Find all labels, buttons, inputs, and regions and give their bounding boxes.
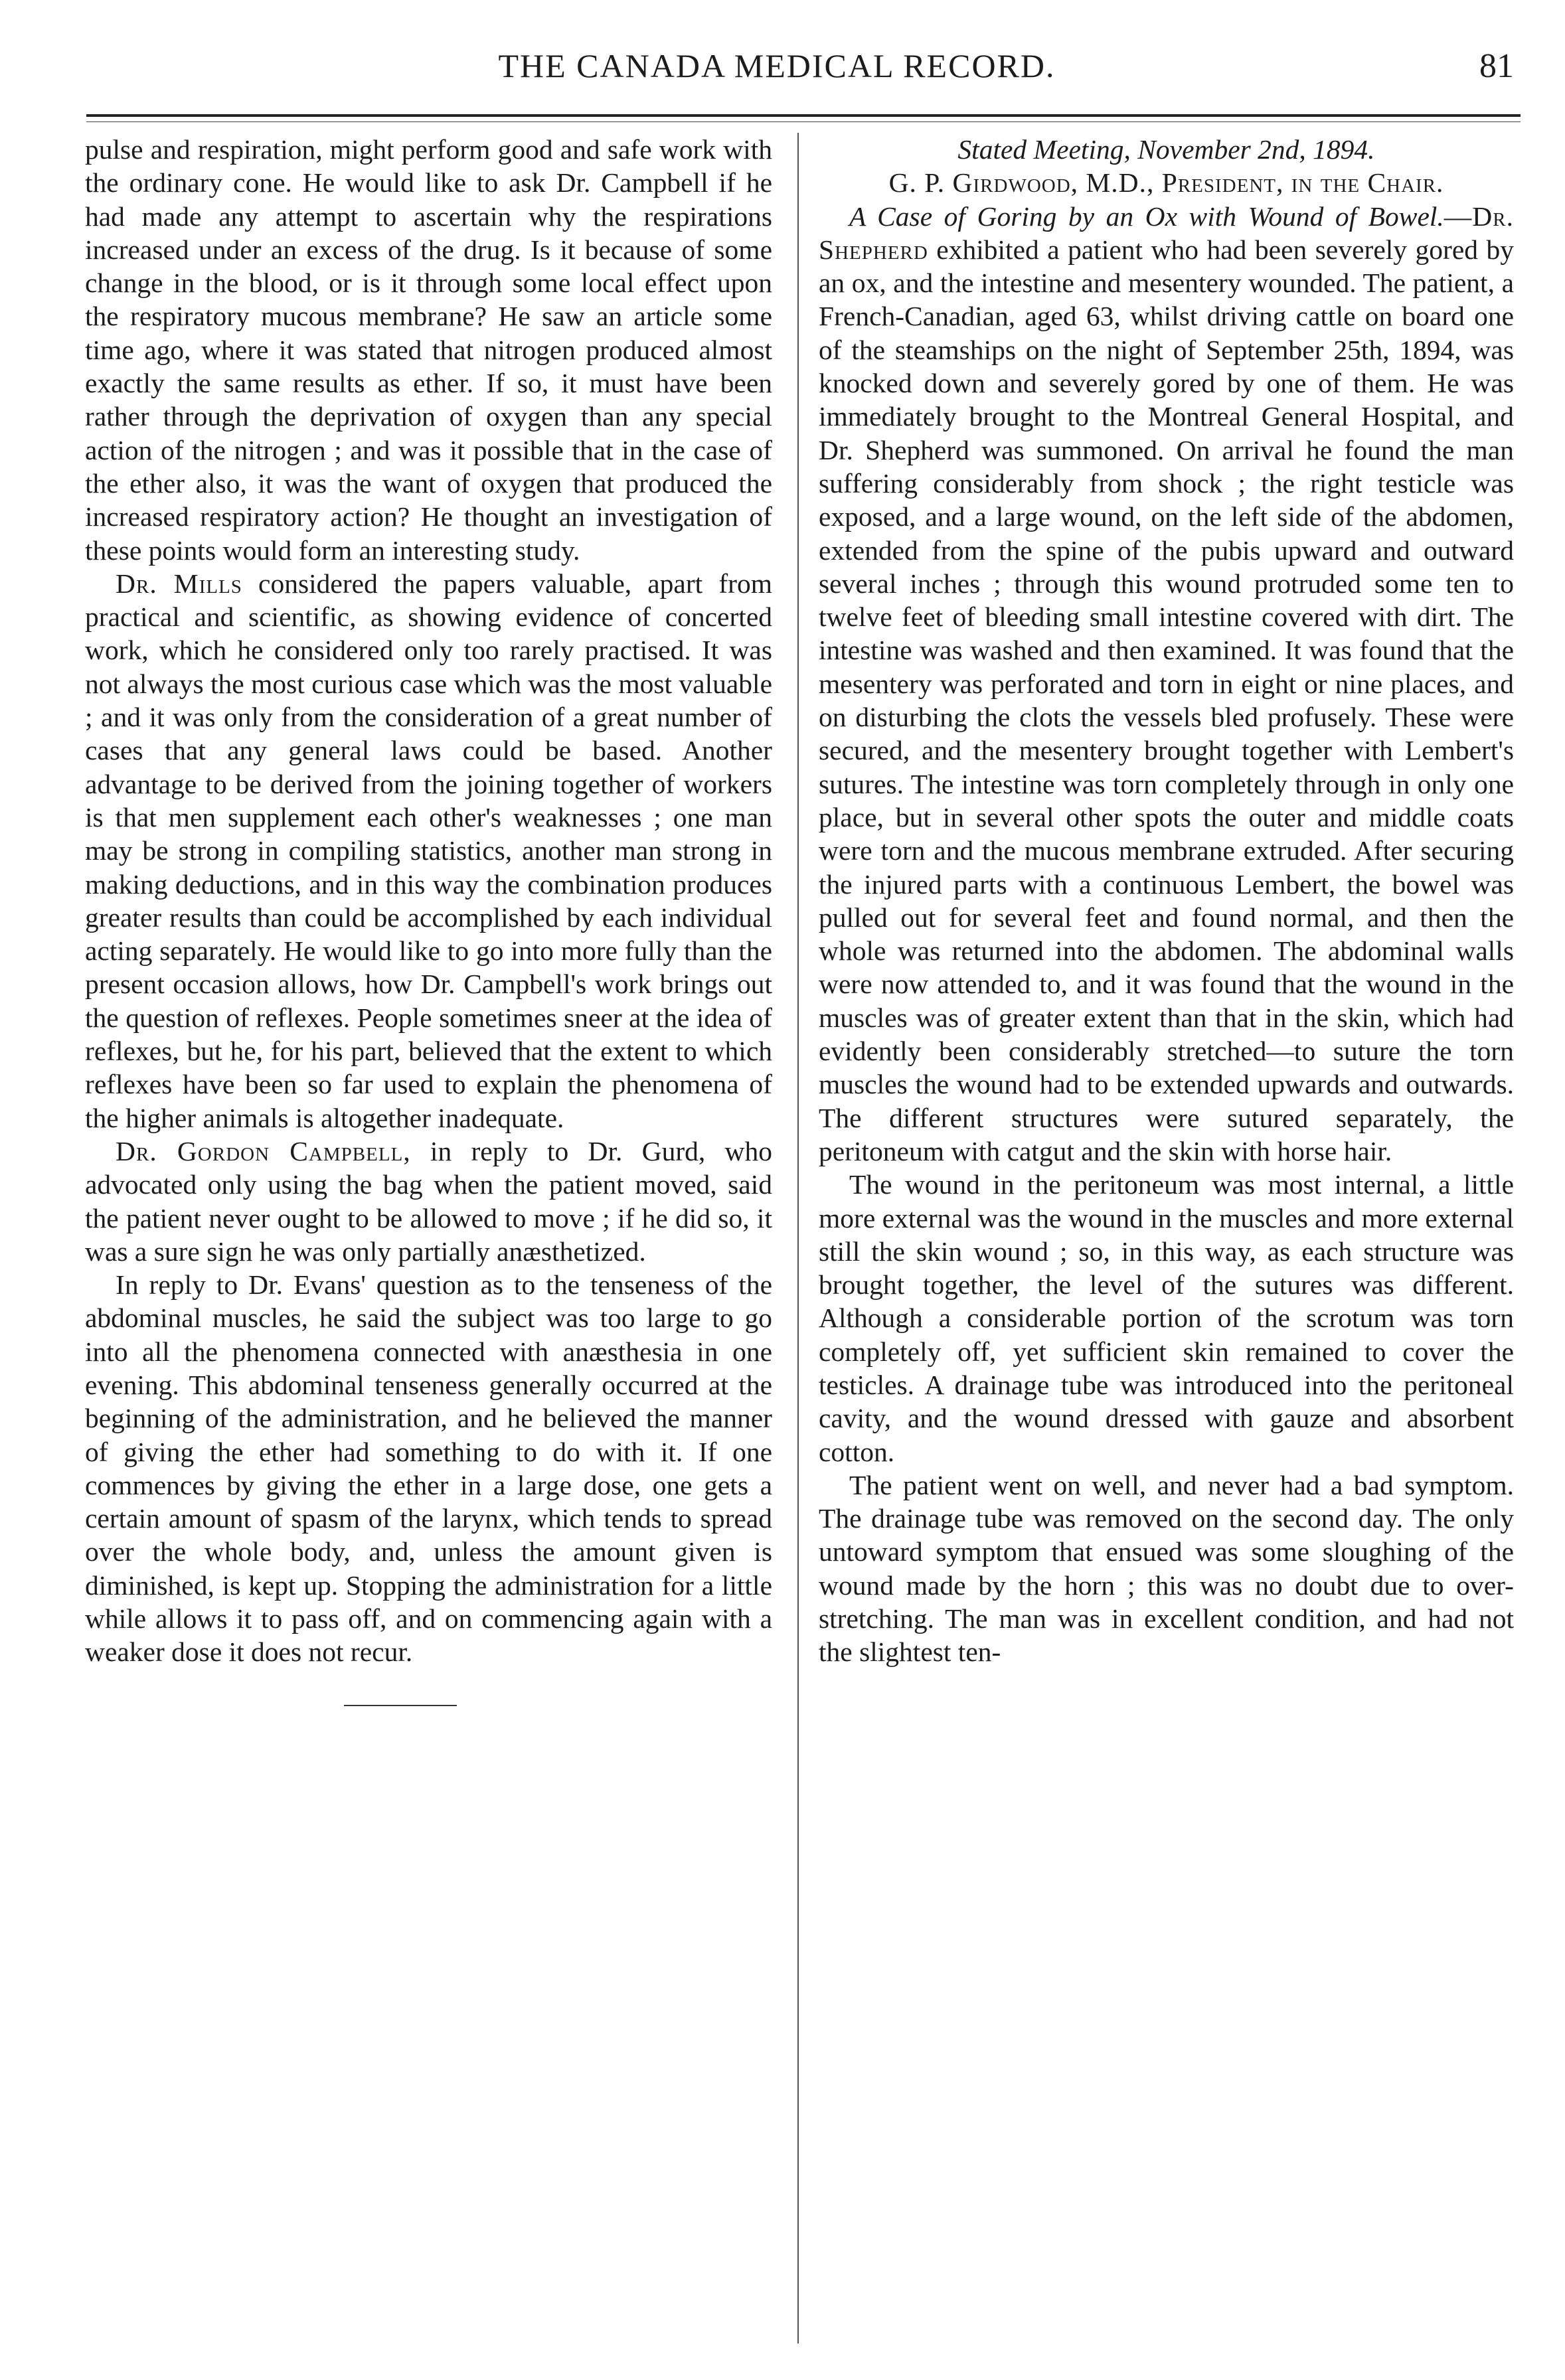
meeting-heading: Stated Meeting, November 2nd, 1894.: [957, 134, 1375, 165]
right-column: [819, 133, 1514, 1669]
page-number: 81: [1479, 47, 1514, 85]
paragraph-text: exhibited a patient who had been severely gored by an ox, and the intestine and mesentery wounded. The patient, a French-Canadian, aged 63, whilst driving cattle on board one of the steamships on the night of September 25th, 1894, was knocked down and severely gored by one of them. He was immediately brought to the Montreal General Hospital, and Dr. Shepherd was summoned. On arrival he found the man suffering considerably from shock ; the right testicle was exposed, and a large wound, on the left side of the abdomen, extended from the spine of the pubis upward and outward several inches ; through this wound protruded some ten to twelve feet of bleeding small intestine covered with dirt. The intestine was washed and then examined. It was found that the mesentery was perforated and torn in eight or nine places, and on disturbing the clots the vessels bled profusely. These were secured, and the mesentery brought together with Lembert's sutures. The intestine was torn completely through in only one place, but in several other spots the outer and middle coats were torn and the mucous membrane extruded. After securing the injured parts with a continuous Lembert, the bowel was pulled out for several feet and found normal, and then the whole was returned into the abdomen. The abdominal walls were now attended to, and it was found that the wound in the muscles was of greater extent than that in the skin, which had evidently been considerably stretched—to suture the torn muscles the wound had to be extended upwards and outwards. The different structures were sutured separately, the peritoneum with catgut and the skin with horse hair.: [819, 234, 1514, 1166]
paragraph: The wound in the peritoneum was most internal, a little more external was the wound in the muscles and more external still the skin wound ; so, in this way, as each structure was brought together, the level of the sutures was different. Although a considerable portion of the scrotum was torn completely off, yet sufficient skin remained to cover the testicles. A drainage tube was introduced into the peritoneal cavity, and the wound dressed with gauze and absorbent cotton.: [819, 1169, 1514, 1467]
paragraph-text: in reply to Dr. Gurd, who advocated only using the bag when the patient moved, said the patient never ought to be allowed to move ; if he did so, it was a sure sign he was only partially anæsthetized.: [85, 1135, 772, 1267]
paragraph: In reply to Dr. Evans' question as to the tenseness of the abdominal muscles, he said the subject was too large to go into all the phenomena connected with anæsthesia in one evening. This abdominal tenseness generally occurred at the beginning of the administration, and he believed the manner of giving the ether had something to do with it. If one commences by giving the ether in a large dose, one gets a certain amount of spasm of the larynx, which tends to spread over the whole body, and, unless the amount given is diminished, is kept up. Stopping the administration for a little while allows it to pass off, and on commencing again with a weaker dose it does not recur.: [85, 1269, 772, 1668]
running-title: THE CANADA MEDICAL RECORD.: [498, 47, 1056, 84]
speaker-name: —Dr. Shepherd: [819, 200, 1514, 265]
president-line: G. P. Girdwood, M.D., President, in the Chair.: [888, 167, 1444, 198]
page-header: [40, 46, 1514, 93]
paragraph: pulse and respiration, might perform good and safe work with the ordinary cone. He would like to ask Dr. Campbell if he had made any attempt to ascertain why the respirations increased under an excess of the drug. Is it because of some change in the blood, or is it through some local effect upon the respiratory mucous membrane? He saw an article some time ago, where it was stated that nitrogen produced almost exactly the same results as ether. If so, it must have been rather through the deprivation of oxygen than any special action of the nitrogen ; and was it possible that in the case of the ether also, it was the want of oxygen that produced the increased respiratory action? He thought an investigation of these points would form an interesting study.: [85, 134, 772, 566]
paragraph-mills: [85, 567, 772, 1135]
case-title: A Case of Goring by an Ox with Wound of Bowel.: [849, 200, 1444, 232]
paragraph-text: considered the papers valuable, apart from practical and scientific, as showing evidence of concerted work, which he considered only too rarely practised. It was not always the most curious case which was the most valuable ; and it was only from the consideration of a great number of cases that any general laws could be based. Another advantage to be derived from the joining together of workers is that men supplement each other's weaknesses ; one man may be strong in compiling statistics, another man strong in making deductions, and in this way the combination produces greater results than could be accomplished by each individual acting separately. He would like to go into more fully than the present occasion allows, how Dr. Campbell's work brings out the question of reflexes. People sometimes sneer at the idea of reflexes, but he, for his part, believed that the extent to which reflexes have been so far used to explain the phenomena of the higher animals is altogether inadequate.: [85, 568, 772, 1133]
paragraph: The patient went on well, and never had a bad symptom. The drainage tube was removed on the second day. The only untoward symptom that ensued was some sloughing of the wound made by the horn ; this was no doubt due to over-stretching. The man was in excellent condition, and had not the slightest ten-: [819, 1469, 1514, 1668]
speaker-name: Dr. Mills: [116, 568, 242, 599]
header-rule-thin: [86, 121, 1521, 122]
case-paragraph: [819, 200, 1514, 1168]
column-divider: [797, 133, 799, 2343]
section-separator: [344, 1705, 457, 1706]
left-column: [85, 133, 772, 1706]
speaker-name: Dr. Gordon Campbell,: [116, 1135, 411, 1166]
header-rule: [86, 114, 1521, 117]
paragraph-campbell: [85, 1135, 772, 1268]
